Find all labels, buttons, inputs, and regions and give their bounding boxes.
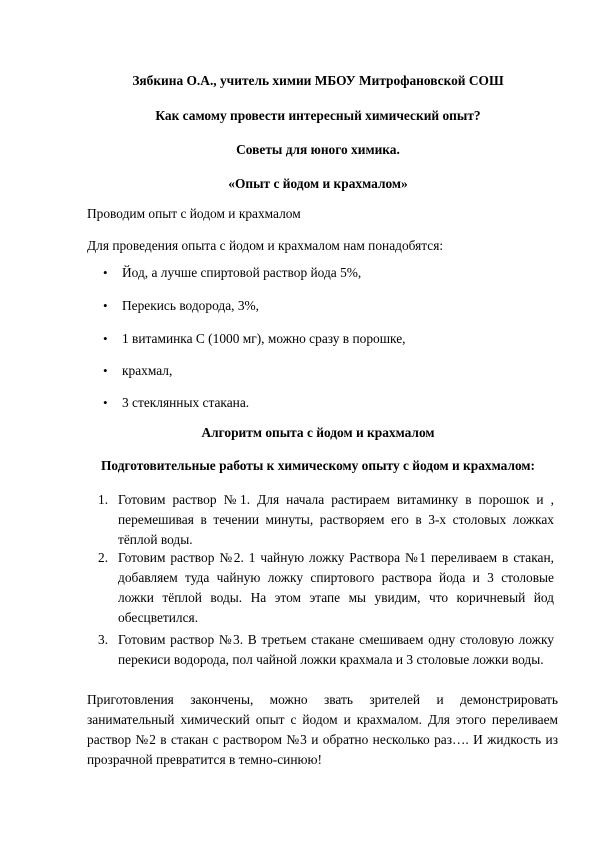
step-text: Готовим раствор №1. Для начала растираем витаминку в порошок и , перемешивая в течении минуты, растворяем его в 3-х столовых ложках тёплой воды. (118, 492, 554, 547)
step-number: 2. (98, 550, 109, 565)
bullet-icon: • (103, 395, 108, 410)
step-number: 1. (98, 492, 109, 507)
author-line: Зябкина О.А., учитель химии МБОУ Митрофановской СОШ (132, 73, 504, 88)
algorithm-heading: Алгоритм опыта с йодом и крахмалом (201, 425, 435, 440)
prep-heading: Подготовительные работы к химическому опыту с йодом и крахмалом: (101, 458, 535, 473)
ingredient-text: крахмал, (122, 363, 173, 378)
document-subtitle: Как самому провести интересный химический опыт? (155, 108, 481, 123)
ingredient-text: 3 стеклянных стакана. (122, 395, 250, 410)
need-line: Для проведения опыта с йодом и крахмалом нам понадобятся: (87, 238, 444, 253)
bullet-icon: • (103, 298, 108, 313)
step-number: 3. (98, 632, 109, 647)
bullet-icon: • (103, 331, 108, 346)
bullet-icon: • (103, 265, 108, 280)
bullet-icon: • (103, 363, 108, 378)
ingredient-text: 1 витаминка С (1000 мг), можно сразу в порошке, (122, 331, 406, 346)
step-text: Готовим раствор №2. 1 чайную ложку Раствора №1 переливаем в стакан, добавляем туда чайную ложку спиртового раствора йода и 3 столовые ложки тёплой воды. На этом этапе мы увидим, что коричневый йод обесцветился. (118, 550, 554, 625)
conclusion-text: Приготовления закончены, можно звать зрителей и демонстрировать занимательный химический опыт с йодом и крахмалом. Для этого переливаем раствор №2 в стакан с раствором №3 и обратно несколько раз…. И жидкость из прозрачной превратится в темно-синюю! (87, 692, 558, 767)
ingredient-text: Перекись водорода, 3%, (122, 298, 260, 313)
step-text: Готовим раствор №3. В третьем стакане смешиваем одну столовую ложку перекиси водорода, пол чайной ложки крахмала и 3 столовые ложки воды. (118, 632, 554, 667)
advice-heading: Советы для юного химика. (236, 142, 400, 157)
ingredient-text: Йод, а лучше спиртовой раствор йода 5%, (122, 265, 362, 280)
experiment-title: «Опыт с йодом и крахмалом» (228, 176, 408, 191)
intro-text: Проводим опыт с йодом и крахмалом (87, 206, 301, 221)
